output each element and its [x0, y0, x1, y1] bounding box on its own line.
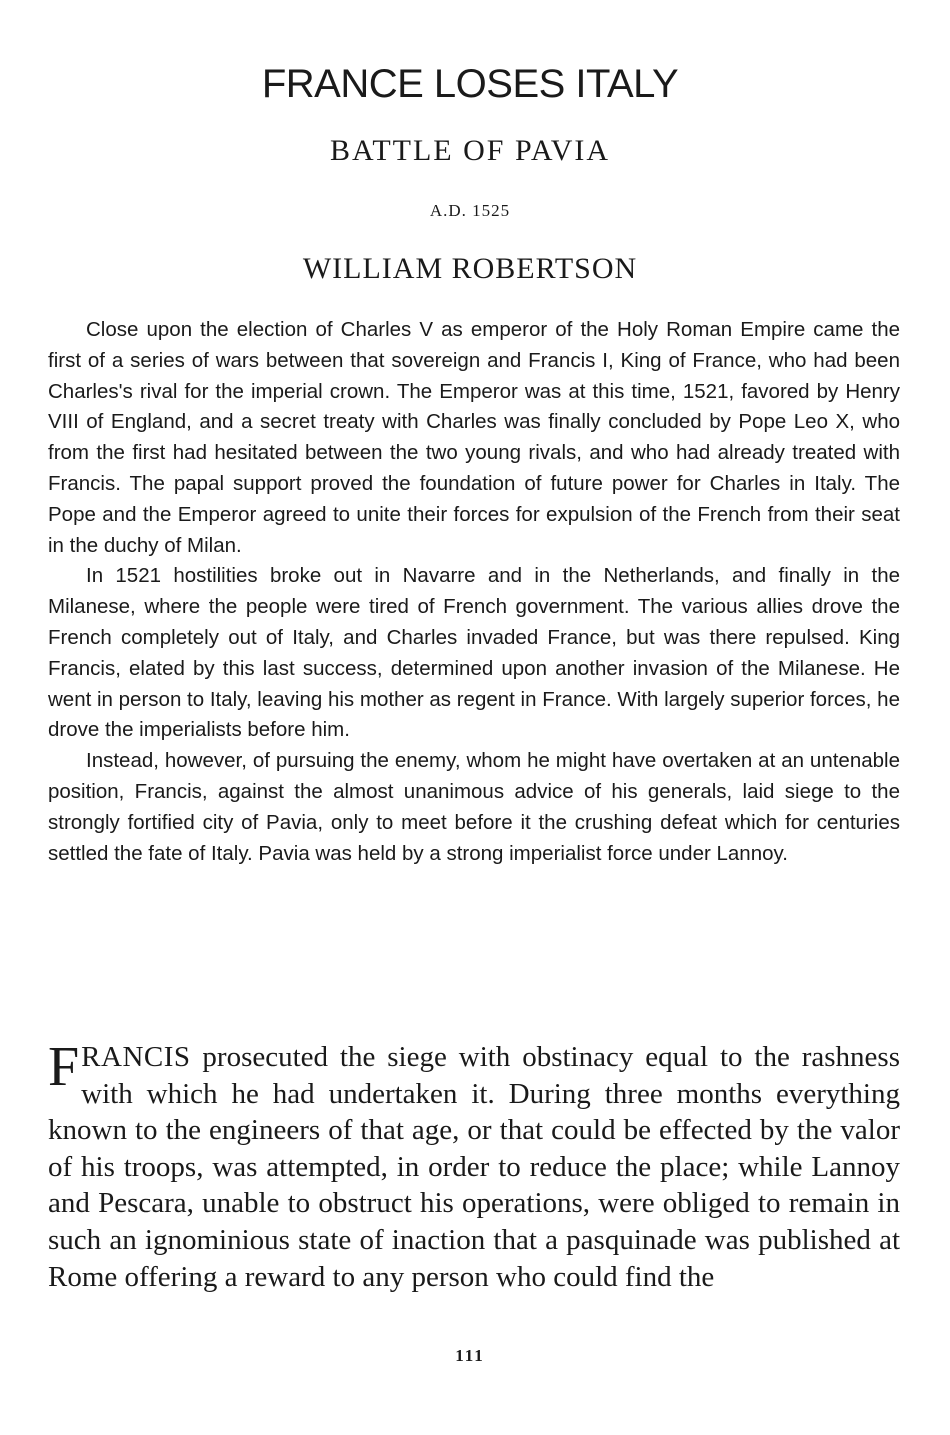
intro-section — [48, 315, 900, 869]
chapter-subtitle: BATTLE OF PAVIA — [329, 134, 611, 167]
main-paragraph — [48, 1036, 900, 1295]
chapter-date: A.D. 1525 — [429, 201, 511, 220]
drop-cap: F — [48, 1036, 80, 1098]
intro-paragraph: Instead, however, of pursuing the enemy, whom he might have overtaken at an untenable position, Francis, against the almost unanimous advice of his generals, laid siege to the strongly fortified city of Pavia, only to meet before it the crushing defeat which for centuries settled the fate of Italy. Pavia was held by a strong imperialist force under Lannoy. — [48, 749, 900, 865]
intro-paragraph: Close upon the election of Charles V as emperor of the Holy Roman Empire came the first of a series of wars between that sovereign and Francis I, King of France, who had been Charles's rival for the imperial crown. The Emperor was at this time, 1521, favored by Henry VIII of England, and a secret treaty with Charles was finally concluded by Pope Leo X, who from the first had hesitated between the two young rivals, and who had already treated with Francis. The papal support proved the foundation of future power for Charles in Italy. The Pope and the Emperor agreed to unite their forces for expulsion of the French from their seat in the duchy of Milan. — [48, 318, 900, 557]
page-number: 111 — [455, 1346, 485, 1365]
intro-paragraph: In 1521 hostilities broke out in Navarre and in the Netherlands, and finally in the Milanese, where the people were tired of French government. The various allies drove the French completely out of Italy, and Charles invaded France, but was there repulsed. King Francis, elated by this last success, determined upon another invasion of the Milanese. He went in person to Italy, leaving his mother as regent in France. With largely superior forces, he drove the imperialists before him. — [48, 564, 900, 742]
lead-word: RANCIS — [81, 1041, 191, 1073]
main-paragraph-text: prosecuted the siege with obstinacy equal to the rashness with which he had undertaken it. During three months everything known to the engineers of that age, or that could be effected by the valor of his troops, was attempted, in order to reduce the place; while Lannoy and Pescara, unable to obstruct his operations, were obliged to remain in such an ignominious state of inaction that a pasquinade was published at Rome offering a reward to any person who could find the — [48, 1041, 900, 1293]
main-text-section — [48, 1036, 900, 1295]
chapter-title: FRANCE LOSES ITALY — [261, 62, 679, 106]
chapter-author: WILLIAM ROBERTSON — [302, 252, 638, 285]
